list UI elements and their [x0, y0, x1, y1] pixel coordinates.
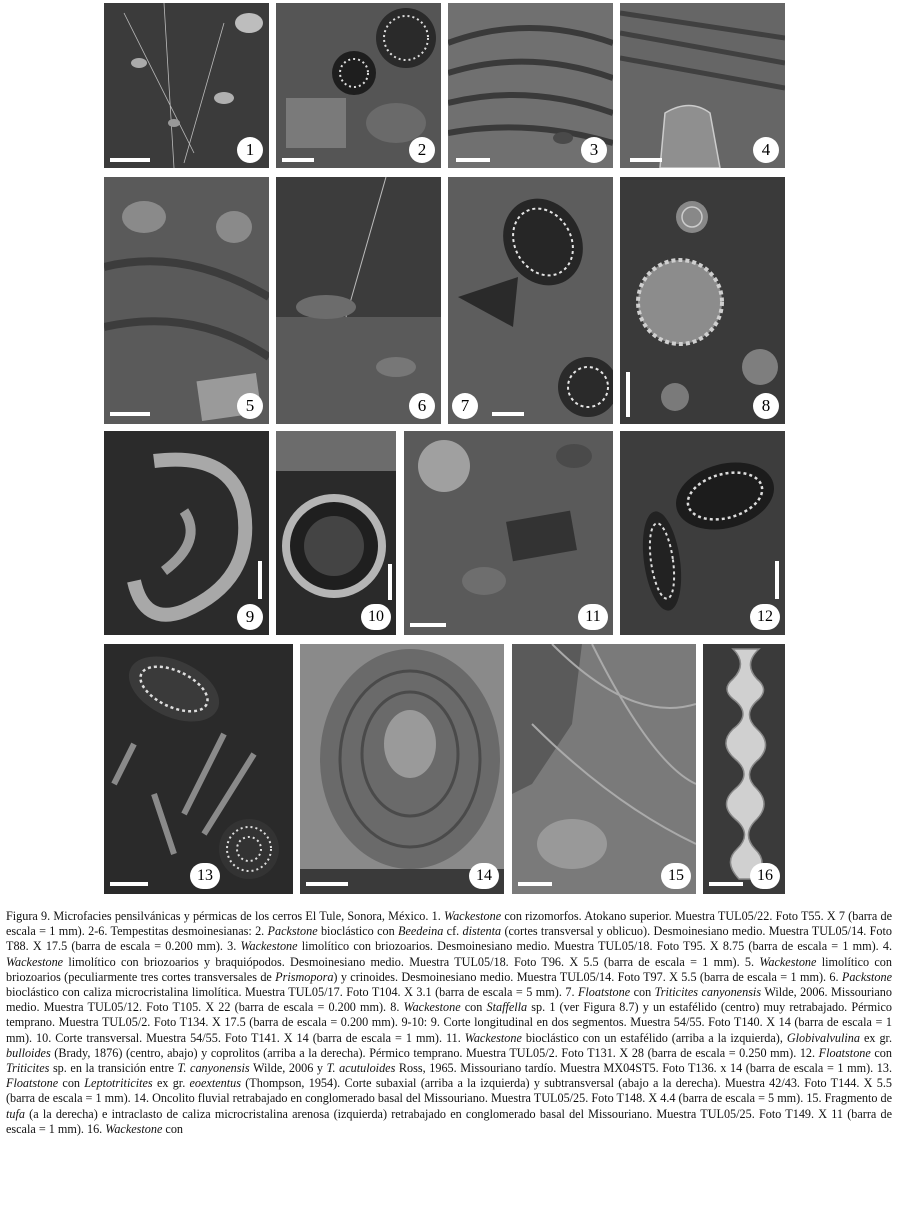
plate-16 — [703, 644, 785, 894]
caption-text: bioclástico con caliza microcristalina limolítica. Muestra TUL05/17. Foto T104. X 3.1 (barra de escala = 5 mm). 7. — [6, 985, 578, 1000]
micrograph-5 — [104, 177, 269, 424]
caption-text: (cortes transversal y oblicuo). Desmoinesiano medio. Muestra TUL05/14. Foto T88. X 17.5 (barra de escala = 0.200 mm). 3. — [6, 924, 892, 954]
caption-italic: Wackestone — [759, 954, 817, 969]
micrograph-8 — [620, 177, 785, 424]
plate-7 — [448, 177, 613, 424]
plate-12 — [620, 431, 785, 635]
scale-bar — [492, 412, 524, 416]
scale-bar — [410, 623, 446, 627]
caption-italic: eoextentus — [189, 1076, 241, 1091]
scale-bar — [775, 561, 779, 599]
scale-bar — [110, 158, 150, 162]
scale-bar — [626, 372, 630, 417]
plate-14 — [300, 644, 504, 894]
micrograph-14 — [300, 644, 504, 894]
scale-bar — [258, 561, 262, 599]
plate-5 — [104, 177, 269, 424]
scale-bar — [709, 882, 743, 886]
scale-bar — [110, 412, 150, 416]
caption-italic: Leptotriticites — [84, 1076, 153, 1091]
plate-number: 1 — [237, 137, 263, 163]
scale-bar — [306, 882, 348, 886]
plate-number: 14 — [469, 863, 499, 889]
caption-text: con — [630, 985, 655, 1000]
caption-italic: bulloides — [6, 1045, 51, 1060]
scale-bar — [630, 158, 662, 162]
plate-10 — [276, 431, 396, 635]
micrograph-11 — [404, 431, 613, 635]
caption-italic: tufa — [6, 1106, 25, 1121]
plate-number: 5 — [237, 393, 263, 419]
caption-italic: T. acutuloides — [326, 1061, 396, 1076]
caption-italic: Wackestone — [240, 939, 298, 954]
micrograph-6 — [276, 177, 441, 424]
caption-italic: Packstone — [267, 924, 318, 939]
caption-italic: Wackestone — [464, 1030, 522, 1045]
caption-italic: Floatstone — [577, 985, 631, 1000]
caption-text: sp. 1 (ver Figura 8.7) y un estafélido (centro) muy retrabajado. Pérmico temprano. Muestra TUL05/2. Foto T134. X 17.5 (barra de escala = 0.200 mm). 9-10: 9. Corte longitudinal en dos segmentos. Muestra 54/55. Foto T140. X 14 (barra de escala = 1 mm). 10. Corte transversal. Muestra 54/55. Foto T141. X 14 (barra de escala = 1 mm). 11. — [6, 1000, 892, 1045]
caption-text: con — [162, 1121, 184, 1136]
caption-text: (a la derecha) e intraclasto de caliza microcristalina arenosa (izquierda) retrabajado en conglomerado basal del Missouriano. Muestra TUL05/25. Foto T149. X 11 (barra de escala = 1 mm). 16. — [6, 1106, 892, 1136]
caption-text: con rizomorfos. Atokano superior. Muestra TUL05/22. Foto T55. X 7 (barra de escala = 1 mm). 2-6. Tempestitas desmoinesianas: 2. — [6, 909, 892, 939]
plate-number: 6 — [409, 393, 435, 419]
scale-bar — [518, 882, 552, 886]
caption-italic: Wackestone — [403, 1000, 461, 1015]
caption-text: bioclástico con — [317, 924, 399, 939]
plate-number: 8 — [753, 393, 779, 419]
scale-bar — [110, 882, 148, 886]
plate-number: 15 — [661, 863, 691, 889]
caption-text: (Thompson, 1954). Corte subaxial (arriba a la izquierda) y subtransversal (abajo a la derecha). Muestra 42/43. Foto T144. X 5.5 (barra de escala = 1 mm). 14. Oncolito fluvial retrabajado en conglomerado basal del Missouriano. Muestra TUL05/25. Foto T148. X 4.4 (barra de escala = 5 mm). 15. Fragmento de — [6, 1076, 892, 1106]
caption-italic: distenta — [462, 924, 502, 939]
caption-text: Wilde, 2006. Missouriano medio. Muestra TUL05/12. Foto T105. X 22 (barra de escala = 0.200 mm). 8. — [6, 985, 892, 1015]
caption-italic: Globivalvulina — [786, 1030, 860, 1045]
caption-text: bioclástico con un estafélido (arriba a la izquierda), — [521, 1030, 787, 1045]
plate-number: 11 — [578, 604, 608, 630]
caption-italic: Wackestone — [6, 954, 64, 969]
caption-italic: Wackestone — [105, 1121, 163, 1136]
caption-text: (Brady, 1876) (centro, abajo) y coprolitos (arriba a la derecha). Pérmico temprano. Muestra TUL05/2. Foto T131. X 28 (barra de escala = 0.250 mm). 12. — [50, 1045, 819, 1060]
plate-number: 7 — [452, 393, 478, 419]
caption-italic: T. canyonensis — [177, 1061, 250, 1076]
caption-text: con — [58, 1076, 85, 1091]
caption-text: ex gr. — [859, 1030, 892, 1045]
plate-number: 3 — [581, 137, 607, 163]
caption-text: cf. — [443, 924, 463, 939]
caption-text: Figura 9. Microfacies pensilvánicas y pérmicas de los cerros El Tule, Sonora, México. 1. — [6, 909, 445, 923]
micrograph-16 — [703, 644, 785, 894]
plate-number: 10 — [361, 604, 391, 630]
caption-italic: Triticites — [6, 1061, 50, 1076]
plate-6 — [276, 177, 441, 424]
micrograph-15 — [512, 644, 696, 894]
caption-text: ex gr. — [152, 1076, 190, 1091]
scale-bar — [456, 158, 490, 162]
caption-italic: Prismopora — [275, 969, 334, 984]
plate-8 — [620, 177, 785, 424]
caption-italic: Floatstone — [6, 1076, 59, 1091]
plate-number: 2 — [409, 137, 435, 163]
caption-text: Wilde, 2006 y — [249, 1061, 327, 1076]
scale-bar — [388, 564, 392, 600]
micrograph-7 — [448, 177, 613, 424]
caption-text: limolítico con briozoarios (peculiarmente tres cortes transversales de — [6, 954, 892, 984]
plate-number: 16 — [750, 863, 780, 889]
caption-italic: Wackestone — [444, 909, 502, 923]
caption-italic: Beedeina — [398, 924, 444, 939]
caption-text: ) y crinoides. Desmoinesiano medio. Muestra TUL05/14. Foto T97. X 5.5 (barra de escala = 1 mm). 6. — [333, 969, 842, 984]
plate-13 — [104, 644, 293, 894]
plate-9 — [104, 431, 269, 635]
plate-15 — [512, 644, 696, 894]
plate-2 — [276, 3, 441, 168]
plate-4 — [620, 3, 785, 168]
caption-text: limolítico con briozoarios y braquiópodos. Desmoinesiano medio. Muestra TUL05/18. Foto T96. X 5.5 (barra de escala = 1 mm). 5. — [63, 954, 760, 969]
micrograph-13 — [104, 644, 293, 894]
caption-text: limolítico con briozoarios. Desmoinesiano medio. Muestra TUL05/18. Foto T95. X 8.75 (barra de escala = 1 mm). 4. — [297, 939, 892, 954]
plate-1 — [104, 3, 269, 168]
plate-number: 9 — [237, 604, 263, 630]
caption-text: con — [870, 1045, 892, 1060]
figure-caption — [6, 909, 892, 1137]
caption-text: Ross, 1965. Missouriano tardío. Muestra MX04ST5. Foto T136. x 14 (barra de escala = 1 mm). 13. — [395, 1061, 893, 1076]
caption-text: con — [460, 1000, 487, 1015]
plate-number: 12 — [750, 604, 780, 630]
plate-3 — [448, 3, 613, 168]
scale-bar — [282, 158, 314, 162]
caption-italic: Triticites canyonensis — [654, 985, 762, 1000]
caption-italic: Staffella — [486, 1000, 528, 1015]
caption-italic: Packstone — [841, 969, 892, 984]
caption-text: sp. en la transición entre — [49, 1061, 178, 1076]
plate-number: 13 — [190, 863, 220, 889]
plate-number: 4 — [753, 137, 779, 163]
caption-italic: Floatstone — [818, 1045, 871, 1060]
plate-11 — [404, 431, 613, 635]
